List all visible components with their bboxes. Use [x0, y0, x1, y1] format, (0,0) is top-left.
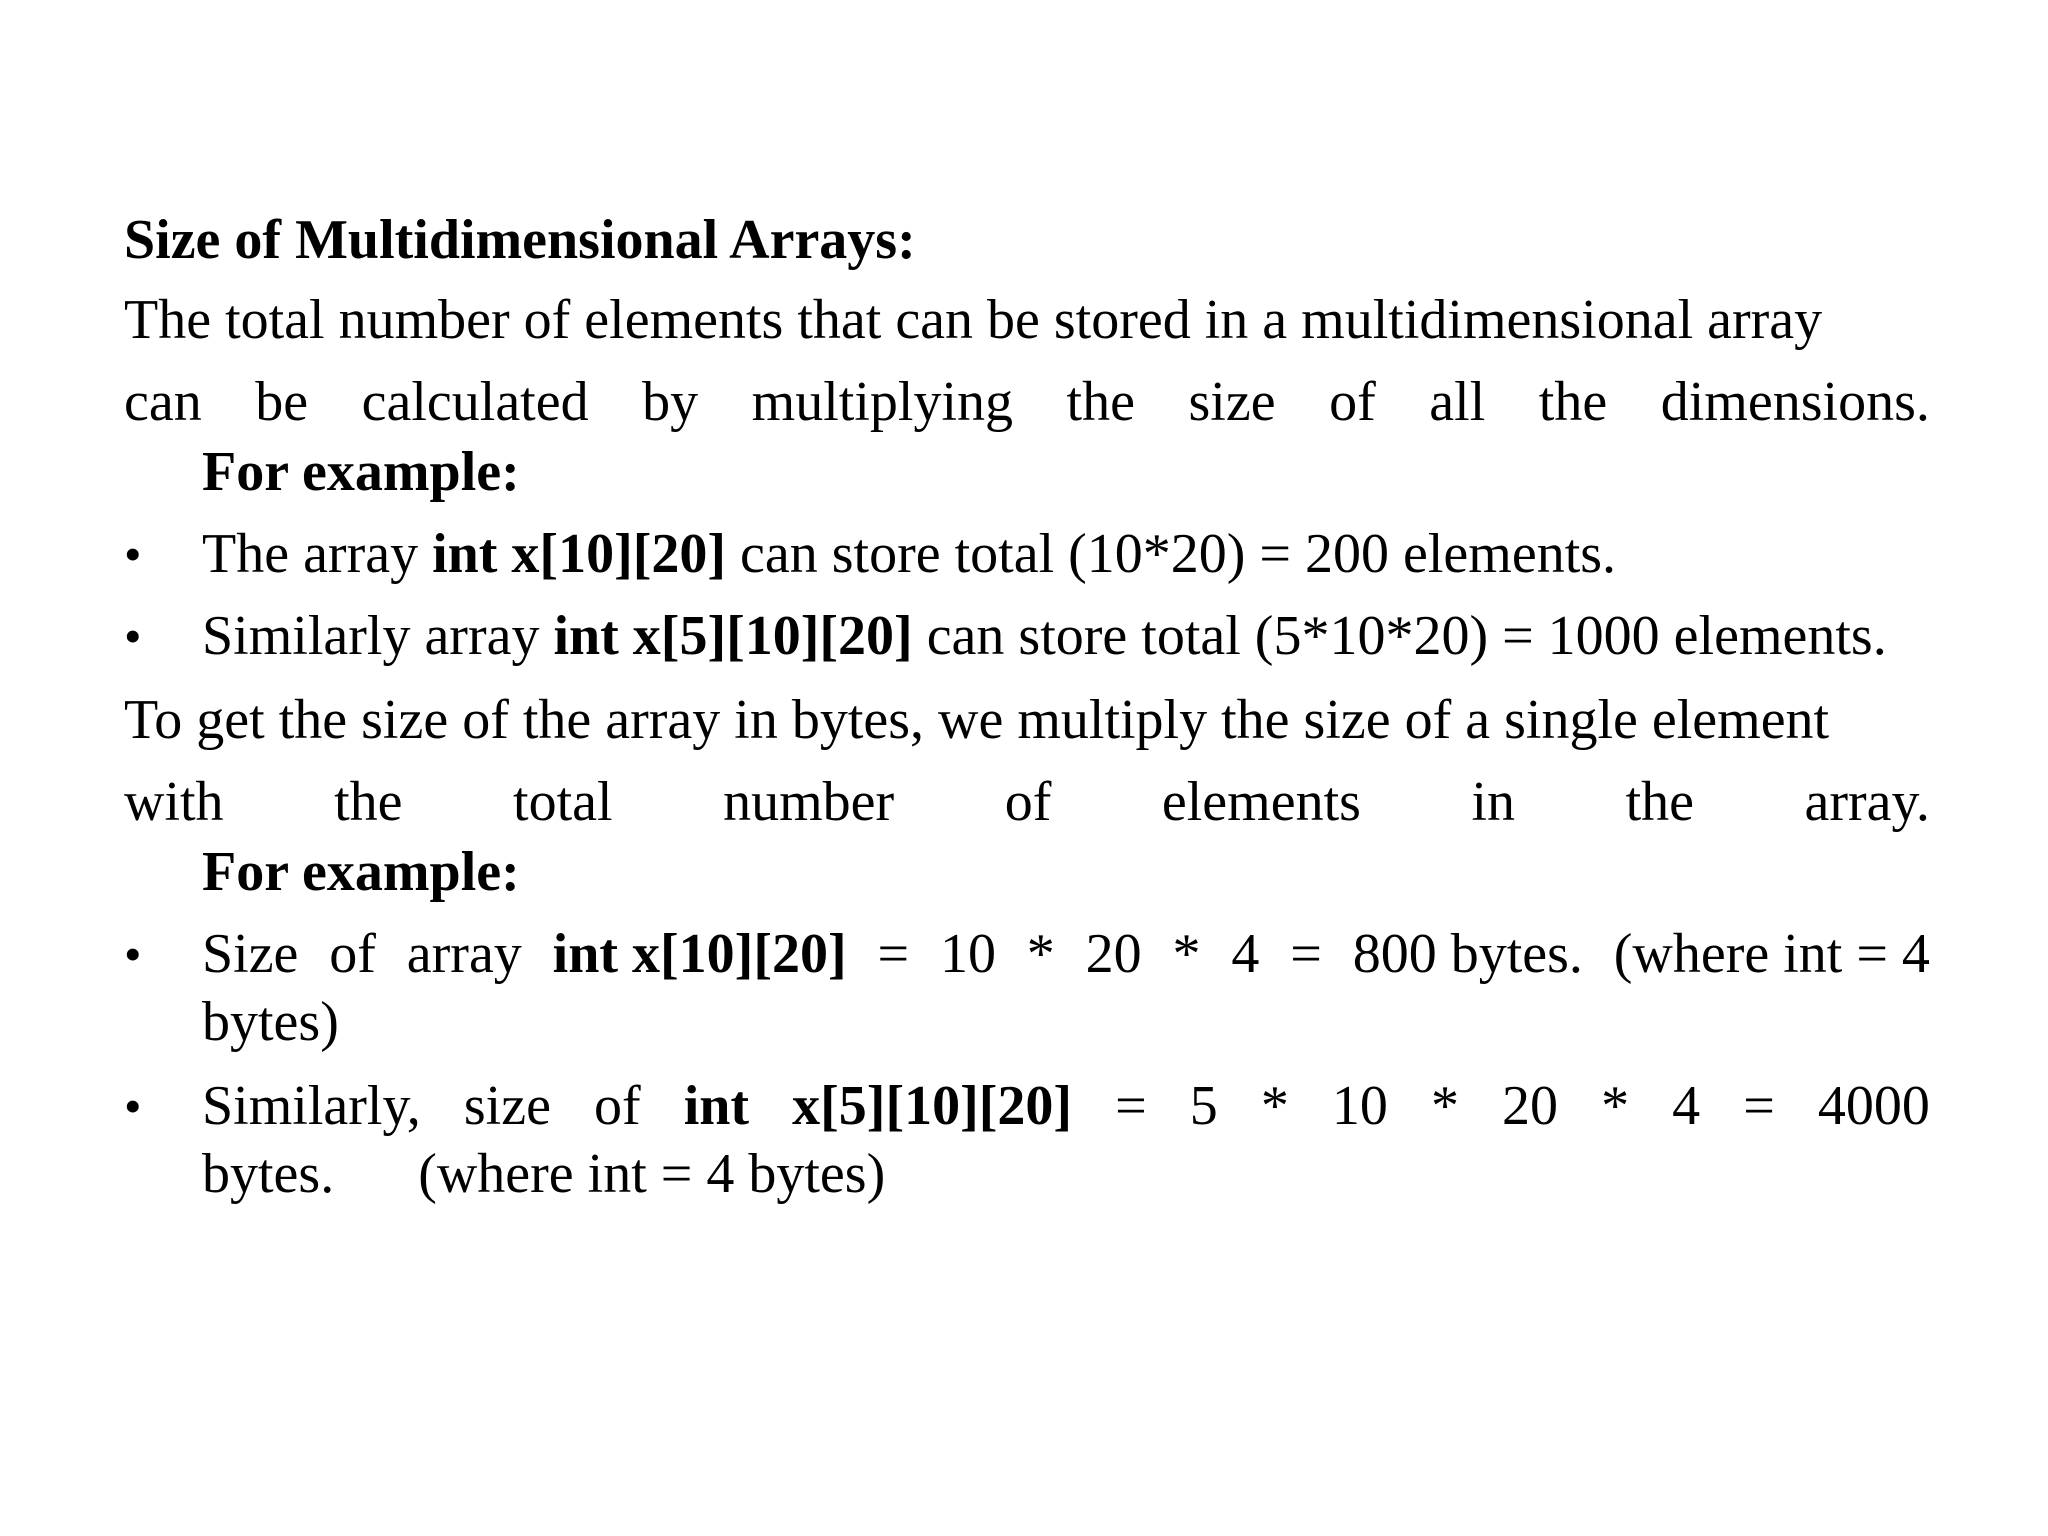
example-label-1: For example:: [202, 441, 520, 503]
bullet-2-2-code-word: int: [683, 1075, 750, 1137]
paragraph-2-line-1: To get the size of the array in bytes, we multiply the size of a single element: [124, 689, 1830, 751]
paragraph-1-word: by: [642, 371, 699, 433]
bullet-2-1-code: int x[10][20]: [552, 923, 847, 985]
paragraph-2-word: the: [334, 771, 403, 833]
bullet-2-2-word: 10: [1331, 1075, 1388, 1137]
paragraph-1-word: all: [1429, 371, 1486, 433]
bullet-2-2-word: 5: [1189, 1075, 1218, 1137]
paragraph-1-word: the: [1066, 371, 1135, 433]
paragraph-1-line-1: The total number of elements that can be stored in a multidimensional array: [124, 289, 1823, 351]
paragraph-2-word: elements: [1161, 771, 1361, 833]
slide-heading: Size of Multidimensional Arrays:: [124, 209, 916, 271]
paragraph-2-word: array.: [1804, 771, 1930, 833]
bullet-2-1-continuation: bytes): [202, 991, 339, 1053]
bullet-marker: •: [124, 608, 142, 664]
bullet-1-2: [202, 604, 1930, 668]
bullet-2-2-word: 4000: [1817, 1075, 1930, 1137]
paragraph-2-line-2: [124, 770, 1930, 834]
bullet-marker: •: [124, 526, 142, 582]
bullet-2-1-word: 800 bytes.: [1352, 923, 1583, 985]
bullet-2-2-word: size: [463, 1075, 551, 1137]
bullet-2-2-word: *: [1260, 1075, 1289, 1137]
paragraph-2-word: in: [1471, 771, 1516, 833]
bullet-2-1-word: array: [406, 923, 522, 985]
bullet-2-2-word: Similarly,: [202, 1075, 421, 1137]
bullet-2-2-word: *: [1430, 1075, 1459, 1137]
bullet-2-1-word: *: [1026, 923, 1055, 985]
paragraph-1-word: dimensions.: [1660, 371, 1930, 433]
bullet-2-2-word: =: [1743, 1075, 1775, 1137]
paragraph-1-word: multiplying: [751, 371, 1014, 433]
bullet-2-1-word: 10: [939, 923, 996, 985]
bullet-1-2-code: int x[5][10][20]: [553, 605, 913, 667]
bullet-2-1-word: 4: [1231, 923, 1260, 985]
bullet-1-2-pre: Similarly array: [202, 605, 554, 667]
bullet-2-2-word: =: [1115, 1075, 1147, 1137]
bullet-1-1-pre: The array: [202, 523, 433, 585]
bullet-2-1-word: (where int = 4: [1613, 923, 1930, 985]
example-label-2: For example:: [202, 841, 520, 903]
paragraph-1-word: be: [255, 371, 309, 433]
paragraph-2-word: number: [723, 771, 895, 833]
paragraph-1-word: calculated: [361, 371, 589, 433]
bullet-2-2: [202, 1074, 1930, 1138]
bullet-2-2-code-word: x[5][10][20]: [792, 1075, 1073, 1137]
bullet-2-1-word: 20: [1085, 923, 1142, 985]
bullet-1-1-post: can store total (10*20) = 200 elements.: [726, 523, 1617, 585]
paragraph-2-word: with: [124, 771, 224, 833]
bullet-2-1-word: =: [877, 923, 910, 985]
paragraph-2-word: of: [1004, 771, 1052, 833]
bullet-2-2-word: of: [594, 1075, 641, 1137]
bullet-1-1: [202, 522, 1930, 586]
paragraph-1-word: of: [1329, 371, 1376, 433]
paragraph-2-word: the: [1625, 771, 1694, 833]
bullet-2-1: [202, 922, 1930, 986]
bullet-2-2-word: 4: [1672, 1075, 1701, 1137]
bullet-2-1-word: *: [1172, 923, 1201, 985]
bullet-marker: •: [124, 926, 142, 982]
bullet-1-2-post: can store total (5*10*20) = 1000 elements.: [912, 605, 1887, 667]
paragraph-1-line-2: [124, 370, 1930, 434]
bullet-2-1-word: =: [1290, 923, 1322, 985]
paragraph-2-word: total: [513, 771, 613, 833]
paragraph-1-word: can: [124, 371, 202, 433]
bullet-marker: •: [124, 1078, 142, 1134]
bullet-2-2-word: 20: [1502, 1075, 1558, 1137]
bullet-2-1-word: Size: [202, 923, 299, 985]
bullet-2-2-continuation: bytes. (where int = 4 bytes): [202, 1143, 886, 1205]
paragraph-1-word: the: [1538, 371, 1608, 433]
bullet-2-1-word: of: [329, 923, 376, 985]
bullet-2-2-word: *: [1601, 1075, 1630, 1137]
bullet-1-1-code: int x[10][20]: [432, 523, 727, 585]
paragraph-1-word: size: [1188, 371, 1276, 433]
